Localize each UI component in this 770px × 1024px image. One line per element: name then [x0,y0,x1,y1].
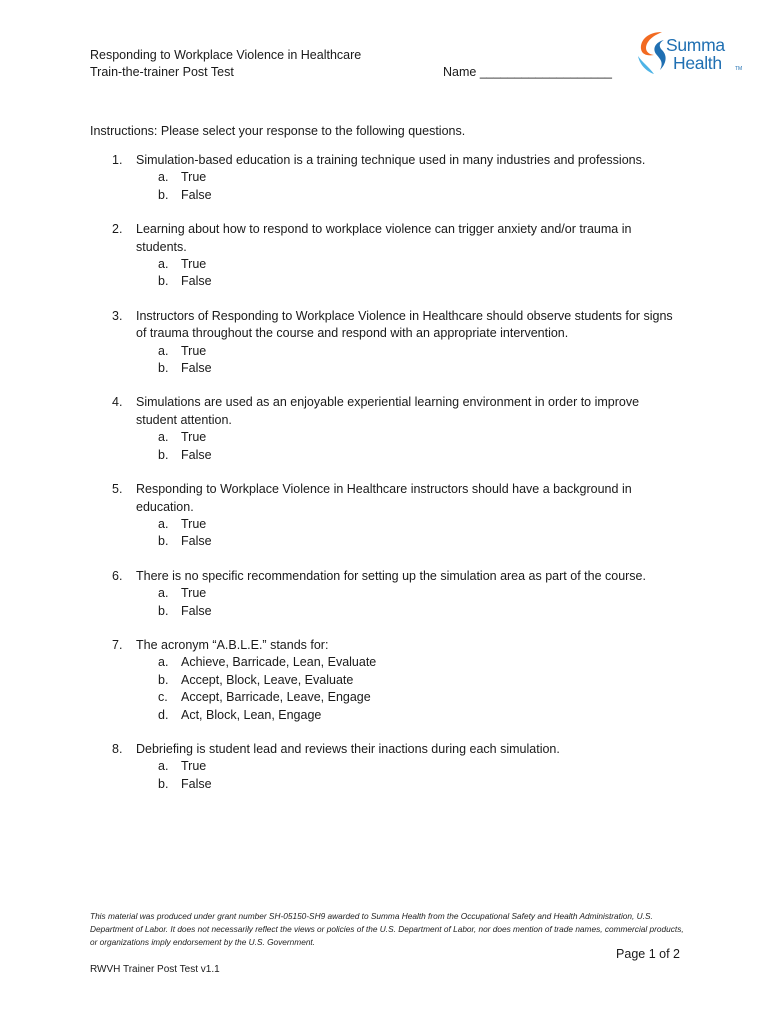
option-text: True [181,516,207,531]
document-title [90,47,361,81]
answer-option[interactable] [136,516,680,533]
question-item [90,481,680,551]
question-item [90,394,680,464]
option-letter: a. [158,170,169,185]
question-number: 5. [112,482,123,497]
question-item [90,741,680,793]
question-text: Instructors of Responding to Workplace Violence in Healthcare should observe students for signs of trauma throughout the course and respond with an appropriate intervention. [136,308,673,341]
option-letter: b. [158,672,169,687]
option-text: True [181,170,207,185]
option-letter: b. [158,534,169,549]
question-item [90,308,680,378]
question-number: 2. [112,222,123,237]
answer-options [136,585,680,620]
option-text: False [181,274,212,289]
question-item [90,568,680,620]
answer-option[interactable] [136,776,680,793]
option-letter: a. [158,516,169,531]
answer-options [136,256,680,291]
answer-options [136,343,680,378]
answer-option[interactable] [136,689,680,706]
option-letter: c. [158,690,168,705]
question-number: 7. [112,637,123,652]
answer-option[interactable] [136,447,680,464]
question-text: Debriefing is student lead and reviews their inactions during each simulation. [136,741,560,756]
answer-option[interactable] [136,187,680,204]
option-letter: a. [158,586,169,601]
answer-options [136,758,680,793]
answer-option[interactable] [136,533,680,550]
option-text: True [181,430,207,445]
option-text: Accept, Block, Leave, Evaluate [181,672,354,687]
question-text: Simulation-based education is a training technique used in many industries and professions. [136,153,646,167]
option-text: False [181,776,212,791]
answer-option[interactable] [136,707,680,724]
option-text: Achieve, Barricade, Lean, Evaluate [181,655,377,670]
question-list [90,152,680,810]
question-text: Responding to Workplace Violence in Healthcare instructors should have a background in education. [136,482,632,514]
option-letter: b. [158,776,169,791]
option-letter: a. [158,430,169,445]
option-letter: b. [158,603,169,618]
grant-disclaimer: This material was produced under grant number SH-05150-SH9 awarded to Summa Health from the Occupational Safety and Health Administration, U.S. Department of Labor. It does not necessarily reflect the views or policies of the U.S. Department of Labor, nor does mention of trade names, commercial products, or organizations imply endorsement by the U.S. Government. [90,911,684,947]
answer-options [136,654,680,724]
answer-options [136,429,680,464]
question-item [90,221,680,291]
option-letter: d. [158,707,169,722]
question-number: 4. [112,395,123,410]
option-text: True [181,343,207,358]
answer-option[interactable] [136,429,680,446]
summa-health-swirl-icon [634,30,668,76]
question-item [90,637,680,724]
title-line-2: Train-the-trainer Post Test [90,65,234,79]
option-text: False [181,361,212,376]
option-letter: b. [158,274,169,289]
answer-option[interactable] [136,585,680,602]
option-letter: b. [158,361,169,376]
option-text: Act, Block, Lean, Engage [181,707,322,722]
instructions: Instructions: Please select your response to the following questions. [90,124,466,138]
answer-option[interactable] [136,360,680,377]
question-text: There is no specific recommendation for setting up the simulation area as part of the course. [136,568,646,583]
option-text: True [181,257,207,272]
logo-trademark: TM [735,66,743,72]
option-letter: b. [158,187,169,202]
answer-option[interactable] [136,758,680,775]
answer-option[interactable] [136,169,680,186]
answer-option[interactable] [136,654,680,671]
answer-options [136,169,680,204]
question-text: Learning about how to respond to workplace violence can trigger anxiety and/or trauma in students. [136,222,632,254]
answer-option[interactable] [136,343,680,360]
page-number: Page 1 of 2 [616,947,680,961]
question-number: 6. [112,568,123,583]
name-field-label: Name ___________________ [443,65,612,79]
option-letter: a. [158,343,169,358]
option-letter: b. [158,447,169,462]
answer-option[interactable] [136,672,680,689]
question-text: The acronym “A.B.L.E.” stands for: [136,637,329,652]
option-text: False [181,603,212,618]
option-letter: a. [158,759,169,774]
question-number: 3. [112,308,123,323]
question-number: 1. [112,153,123,167]
answer-options [136,516,680,551]
option-letter: a. [158,655,169,670]
option-text: False [181,447,212,462]
summa-health-logo [634,30,744,78]
logo-word-health: Health [673,53,722,73]
answer-option[interactable] [136,603,680,620]
question-text: Simulations are used as an enjoyable experiential learning environment in order to improve student attention. [136,395,640,427]
answer-option[interactable] [136,256,680,273]
question-number: 8. [112,741,123,756]
option-letter: a. [158,257,169,272]
option-text: False [181,534,212,549]
question-item [90,152,680,204]
option-text: Accept, Barricade, Leave, Engage [181,690,371,705]
option-text: True [181,586,207,601]
document-id: RWVH Trainer Post Test v1.1 [90,964,220,975]
option-text: True [181,759,207,774]
answer-option[interactable] [136,273,680,290]
option-text: False [181,187,212,202]
title-line-1: Responding to Workplace Violence in Healthcare [90,48,362,62]
logo-word-summa: Summa [666,35,725,55]
